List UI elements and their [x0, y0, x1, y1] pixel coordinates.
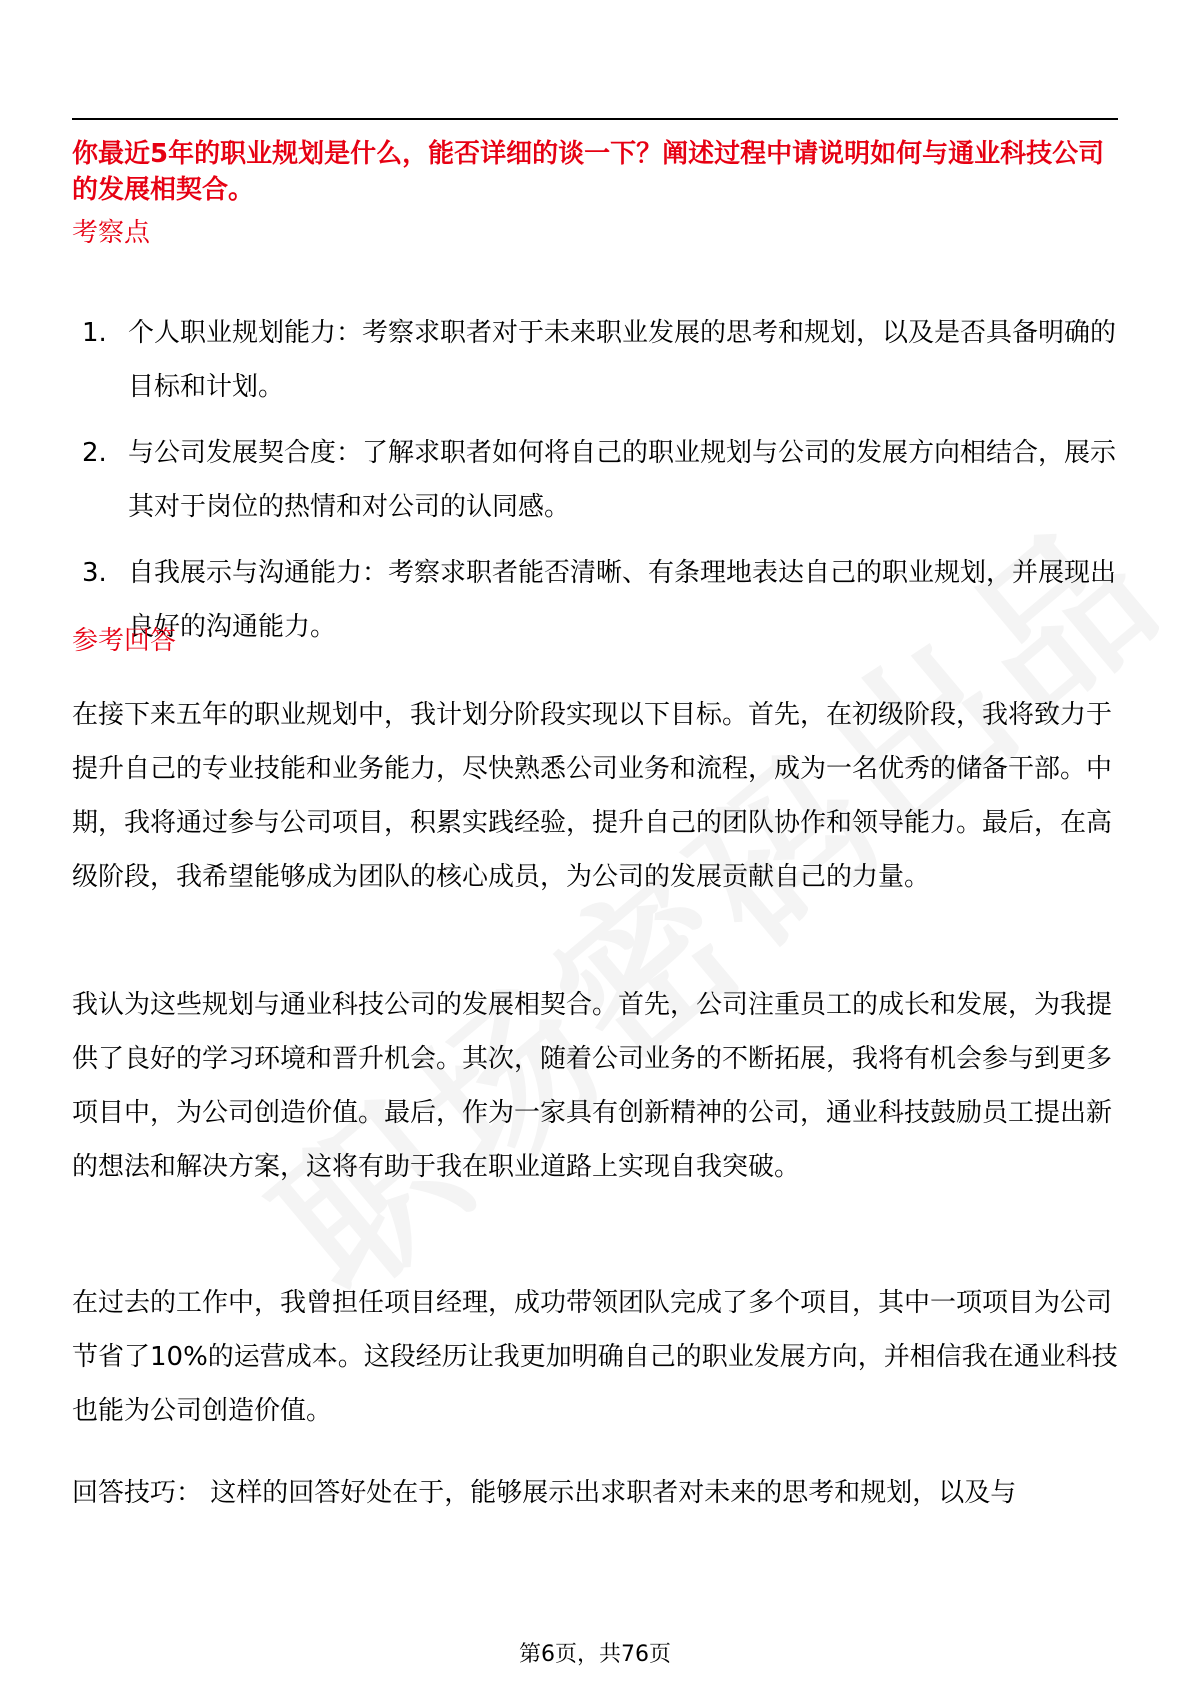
section-heading-answer: 参考回答 [72, 626, 177, 656]
answer-paragraph-2: 我认为这些规划与通业科技公司的发展相契合。首先，公司注重员工的成长和发展，为我提供了良好的学习环境和晋升机会。其次，随着公司业务的不断拓展，我将有机会参与到更多项目中，为公司创造价值。最后，作为一家具有创新精神的公司，通业科技鼓励员工提出新的想法和解决方案，这将有助于我在职业道路上实现自我突破。 [72, 990, 1113, 1182]
list-item-text: 与公司发展契合度：了解求职者如何将自己的职业规划与公司的发展方向相结合，展示其对于岗位的热情和对公司的认同感。 [128, 438, 1117, 522]
list-item [82, 306, 1122, 414]
list-item-number: 1. [82, 318, 107, 348]
answer-tips-paragraph: 回答技巧： 这样的回答好处在于，能够展示出求职者对未来的思考和规划，以及与 [72, 1478, 1017, 1508]
section-heading-points: 考察点 [72, 218, 151, 248]
top-divider [72, 118, 1118, 120]
answer-paragraph-3: 在过去的工作中，我曾担任项目经理，成功带领团队完成了多个项目，其中一项项目为公司节省了10%的运营成本。这段经历让我更加明确自己的职业发展方向，并相信我在通业科技也能为公司创造价值。 [72, 1288, 1118, 1426]
points-list [82, 306, 1122, 666]
list-item-number: 3. [82, 558, 107, 588]
list-item-text: 自我展示与沟通能力：考察求职者能否清晰、有条理地表达自己的职业规划，并展现出良好的沟通能力。 [128, 558, 1117, 642]
list-item [82, 426, 1122, 534]
list-item-text: 个人职业规划能力：考察求职者对于未来职业发展的思考和规划，以及是否具备明确的目标和计划。 [128, 318, 1117, 402]
page-number-footer: 第6页，共76页 [519, 1642, 671, 1667]
list-item [82, 546, 1122, 654]
question-title: 你最近5年的职业规划是什么，能否详细的谈一下？阐述过程中请说明如何与通业科技公司的发展相契合。 [72, 139, 1105, 205]
answer-paragraph-1: 在接下来五年的职业规划中，我计划分阶段实现以下目标。首先，在初级阶段，我将致力于提升自己的专业技能和业务能力，尽快熟悉公司业务和流程，成为一名优秀的储备干部。中期，我将通过参与公司项目，积累实践经验，提升自己的团队协作和领导能力。最后，在高级阶段，我希望能够成为团队的核心成员，为公司的发展贡献自己的力量。 [72, 700, 1113, 892]
list-item-number: 2. [82, 438, 107, 468]
